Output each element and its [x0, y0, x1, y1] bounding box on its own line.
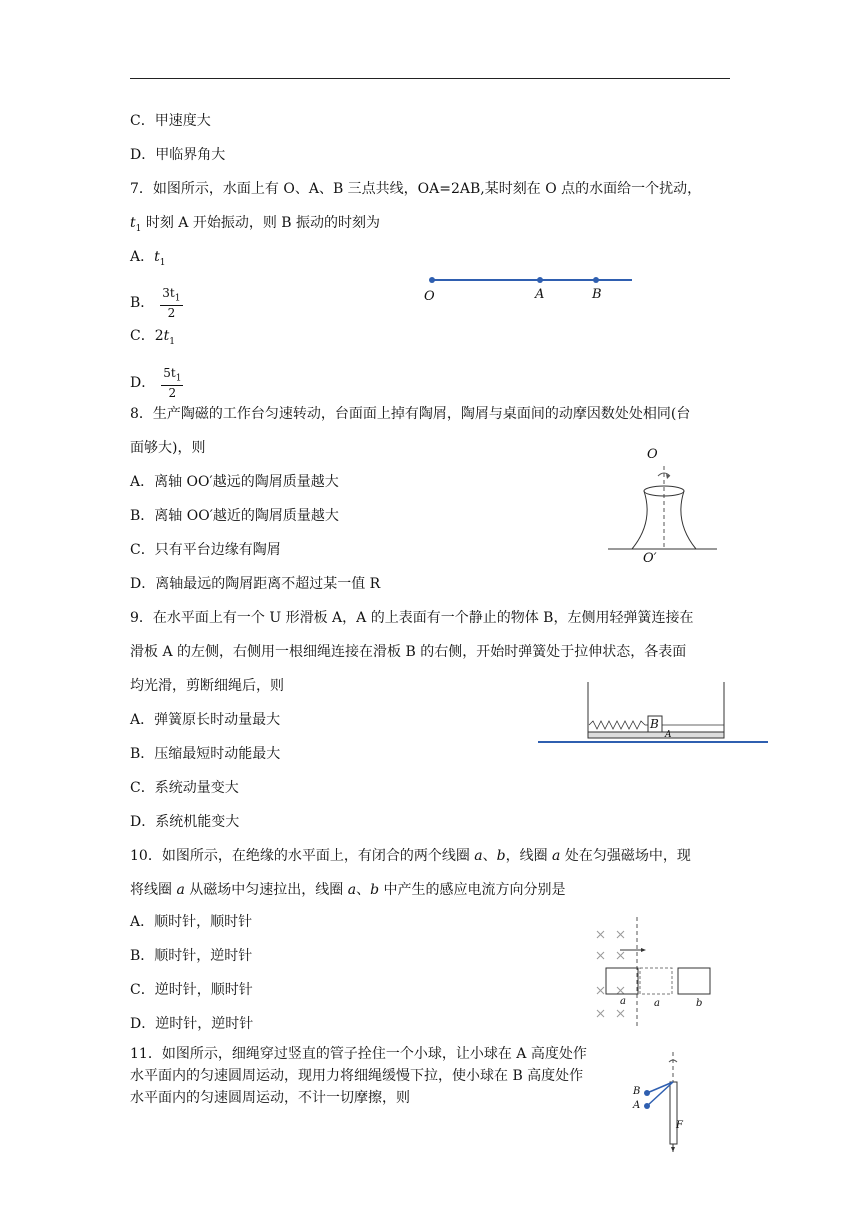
q9-stem-line2: 滑板 A 的左侧，右侧用一根细绳连接在滑板 B 的右侧，开始时弹簧处于拉伸状态，各表面 [130, 644, 687, 660]
q11-stem-line2: 水平面内的匀速圆周运动，现用力将细绳缓慢下拉，使小球在 B 高度处作 [130, 1068, 584, 1084]
q8-option-a: A．离轴 OO′越远的陶屑质量越大 [130, 474, 339, 490]
q8-option-d: D．离轴最远的陶屑距离不超过某一值 R [130, 576, 381, 592]
q9-option-a: A．弹簧原长时动量最大 [130, 712, 281, 728]
q6-option-c: C．甲速度大 [130, 113, 211, 129]
q7-option-d: D． $\frac{5t_1}{2}$ [130, 366, 182, 401]
q10-option-c: C．逆时针，顺时针 [130, 982, 253, 998]
q8-label-o-prime: O′ [643, 551, 657, 566]
q6-option-d: D．甲临界角大 [130, 147, 226, 163]
q10-label-a1: a [620, 996, 626, 1007]
q9-figure [536, 680, 771, 750]
q11-label-f: F [676, 1120, 683, 1131]
q7-option-c: C．$2t_1$ [130, 328, 175, 347]
q9-label-b: B [650, 717, 659, 731]
q8-stem-line1: 8．生产陶磁的工作台匀速转动，台面面上掉有陶屑，陶屑与桌面间的动摩因数处处相同(台 [130, 406, 691, 422]
q10-stem-line1: 10．如图所示，在绝缘的水平面上，有闭合的两个线圈 a、b，线圈 a 处在匀强磁场中，现 [130, 848, 691, 864]
q9-option-b: B．压缩最短时动能最大 [130, 746, 281, 762]
q7-option-b: B． $\frac{3t_1}{2}$ [130, 286, 181, 321]
q9-stem-line1: 9．在水平面上有一个 U 形滑板 A，A 的上表面有一个静止的物体 B，左侧用轻弹簧连接在 [130, 610, 694, 626]
q10-option-b: B．顺时针，逆时针 [130, 948, 253, 964]
q10-option-a: A．顺时针，顺时针 [130, 914, 253, 930]
q7-label-o: O [424, 289, 435, 304]
q7-label-b: B [592, 287, 602, 302]
q11-stem-line1: 11．如图所示，细绳穿过竖直的管子拴住一个小球，让小球在 A 高度处作 [130, 1046, 587, 1062]
q11-label-b: B [633, 1086, 641, 1097]
q10-stem-line2: 将线圈 a 从磁场中匀速拉出，线圈 a、b 中产生的感应电流方向分别是 [130, 882, 566, 898]
q11-label-a: A [633, 1100, 641, 1111]
q8-label-o: O [647, 447, 658, 462]
q9-label-a: A [665, 730, 672, 740]
q11-stem-line3: 水平面内的匀速圆周运动，不计一切摩擦，则 [130, 1090, 410, 1106]
q8-option-c: C．只有平台边缘有陶屑 [130, 542, 281, 558]
q8-option-b: B．离轴 OO′越近的陶屑质量越大 [130, 508, 339, 524]
header-rule [130, 78, 730, 79]
q9-option-c: C．系统动量变大 [130, 780, 239, 796]
fraction: $\frac{5t_1}{2}$ [163, 366, 182, 401]
q8-figure [600, 452, 725, 562]
q7-stem-line1: 7．如图所示，水面上有 O、A、B 三点共线，OA=2AB,某时刻在 O 点的水面给一个扰动， [130, 181, 702, 197]
q10-figure [588, 915, 720, 1030]
q7-option-a: A．$t_1$ [130, 249, 166, 268]
q9-stem-line3: 均光滑，剪断细绳后，则 [130, 678, 284, 694]
fraction: $\frac{3t_1}{2}$ [162, 286, 181, 321]
q10-label-b: b [696, 998, 703, 1009]
q9-option-d: D．系统机能变大 [130, 814, 240, 830]
q10-option-d: D．逆时针，逆时针 [130, 1016, 254, 1032]
q8-stem-line2: 面够大)，则 [130, 440, 206, 456]
q7-label-a: A [535, 287, 545, 302]
q10-label-a2: a [654, 998, 660, 1009]
q7-stem-line2: $t_1$ 时刻 A 开始振动，则 B 振动的时刻为 [130, 215, 381, 234]
q7-figure [420, 268, 640, 308]
